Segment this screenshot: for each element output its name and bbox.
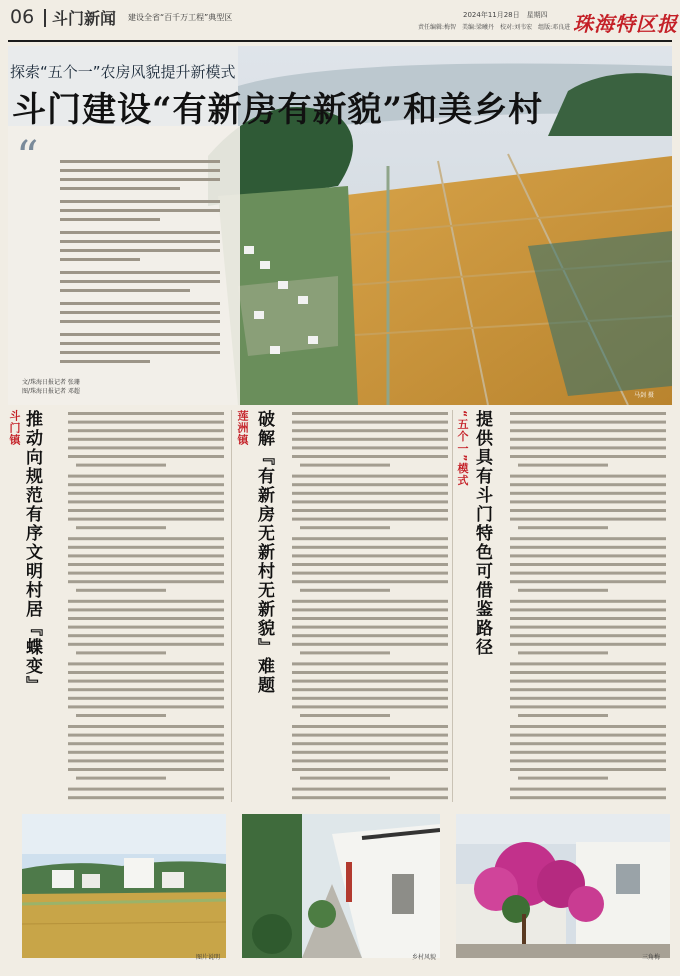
text-line	[510, 643, 666, 646]
article-2-body	[292, 410, 452, 805]
text-line	[292, 483, 448, 486]
text-line	[510, 742, 666, 745]
text-line	[68, 643, 224, 646]
text-line	[510, 563, 666, 566]
issue-date: 2024年11月28日 星期四	[463, 11, 548, 19]
text-line	[292, 751, 448, 754]
text-line	[68, 509, 224, 512]
text-line	[300, 651, 390, 654]
text-line	[510, 492, 666, 495]
text-line	[68, 537, 224, 540]
text-line	[292, 680, 448, 683]
text-line	[518, 714, 608, 717]
main-headline: 斗门建设“有新房有新貌”和美乡村	[12, 90, 544, 130]
text-line	[292, 421, 448, 424]
text-line	[510, 429, 666, 432]
editor-credits: 责任编辑:梅智 美编:梁曦丹 校对:刘韦宏 组版:邓良进	[418, 24, 571, 31]
text-line	[292, 455, 448, 458]
text-line	[292, 546, 448, 549]
text-line	[292, 697, 448, 700]
text-line	[68, 563, 224, 566]
text-line	[76, 777, 166, 780]
text-line	[518, 589, 608, 592]
text-line	[300, 589, 390, 592]
text-line	[510, 500, 666, 503]
text-line	[510, 438, 666, 441]
article-3-tag: “五个一”模式	[456, 410, 469, 487]
text-line	[292, 662, 448, 665]
text-line	[510, 455, 666, 458]
text-line	[292, 643, 448, 646]
text-line	[292, 492, 448, 495]
text-line	[68, 446, 224, 449]
masthead-bar	[0, 0, 680, 42]
text-line	[292, 742, 448, 745]
text-line	[510, 421, 666, 424]
text-line	[510, 768, 666, 771]
text-line	[510, 518, 666, 521]
text-line	[68, 751, 224, 754]
text-line	[292, 572, 448, 575]
text-line	[68, 759, 224, 762]
text-line	[518, 526, 608, 529]
text-line	[76, 589, 166, 592]
text-line	[292, 438, 448, 441]
text-line	[510, 537, 666, 540]
text-line	[510, 671, 666, 674]
text-line	[510, 697, 666, 700]
text-line	[68, 572, 224, 575]
text-line	[292, 563, 448, 566]
text-line	[68, 412, 224, 415]
text-line	[68, 580, 224, 583]
text-line	[68, 725, 224, 728]
text-line	[292, 500, 448, 503]
text-line	[510, 600, 666, 603]
text-line	[292, 759, 448, 762]
text-line	[292, 768, 448, 771]
text-line	[292, 634, 448, 637]
text-line	[68, 626, 224, 629]
newspaper-logo: 珠海特区报	[573, 12, 678, 36]
photo-2-caption: 乡村风貌	[412, 954, 437, 961]
text-line	[68, 617, 224, 620]
text-line	[76, 464, 166, 467]
photo-village-lane	[242, 814, 440, 958]
text-line	[68, 600, 224, 603]
text-line	[68, 608, 224, 611]
text-line	[292, 429, 448, 432]
text-line	[292, 608, 448, 611]
article-1-title: 推动向规范有序文明村居『蝶变』	[22, 410, 42, 695]
text-line	[68, 421, 224, 424]
column-divider	[452, 410, 453, 802]
text-line	[68, 788, 224, 791]
text-line	[510, 580, 666, 583]
text-line	[68, 546, 224, 549]
text-line	[292, 412, 448, 415]
text-line	[510, 796, 666, 799]
text-line	[68, 705, 224, 708]
text-line	[300, 464, 390, 467]
photo-village-field	[22, 814, 226, 958]
text-line	[292, 671, 448, 674]
text-line	[510, 509, 666, 512]
text-line	[510, 608, 666, 611]
byline-writer: 文/珠海日报记者 张珊	[22, 379, 80, 386]
text-line	[68, 438, 224, 441]
text-line	[68, 500, 224, 503]
text-line	[292, 626, 448, 629]
text-line	[510, 412, 666, 415]
article-3-body	[510, 410, 670, 805]
text-line	[510, 705, 666, 708]
text-line	[76, 714, 166, 717]
text-line	[510, 662, 666, 665]
article-3-title: 提供具有斗门特色可借鉴路径	[472, 410, 492, 657]
text-line	[518, 651, 608, 654]
text-line	[292, 475, 448, 478]
photo-3-caption: 三角梅	[642, 954, 661, 961]
header-divider	[44, 9, 46, 27]
photo-bougainvillea	[456, 814, 670, 958]
text-line	[510, 725, 666, 728]
text-line	[292, 554, 448, 557]
text-line	[300, 714, 390, 717]
text-line	[292, 537, 448, 540]
text-line	[68, 680, 224, 683]
text-line	[68, 634, 224, 637]
text-line	[68, 518, 224, 521]
text-line	[510, 626, 666, 629]
article-2-title: 破解『有新房无新村无新貌』难题	[254, 410, 274, 695]
photo-1-caption: 图片说明	[196, 954, 221, 961]
text-line	[510, 751, 666, 754]
text-line	[510, 572, 666, 575]
text-line	[292, 617, 448, 620]
text-line	[300, 526, 390, 529]
text-line	[510, 483, 666, 486]
text-line	[510, 546, 666, 549]
text-line	[68, 483, 224, 486]
text-line	[518, 464, 608, 467]
text-line	[510, 759, 666, 762]
header-rule	[8, 40, 672, 42]
text-line	[68, 662, 224, 665]
text-line	[292, 509, 448, 512]
text-line	[68, 688, 224, 691]
page-number: 06	[10, 6, 35, 28]
text-line	[510, 554, 666, 557]
text-line	[510, 475, 666, 478]
kicker-headline: 探索“五个一”农房风貌提升新模式	[10, 63, 236, 81]
text-line	[292, 446, 448, 449]
text-line	[292, 600, 448, 603]
text-line	[292, 518, 448, 521]
text-line	[518, 777, 608, 780]
text-line	[510, 680, 666, 683]
text-line	[292, 705, 448, 708]
intro-text-block	[60, 160, 225, 375]
text-line	[300, 777, 390, 780]
text-line	[292, 725, 448, 728]
text-line	[292, 688, 448, 691]
text-line	[68, 429, 224, 432]
text-line	[510, 634, 666, 637]
text-line	[510, 688, 666, 691]
text-line	[68, 475, 224, 478]
byline	[22, 378, 80, 396]
text-line	[76, 526, 166, 529]
text-line	[68, 492, 224, 495]
text-line	[292, 796, 448, 799]
text-line	[68, 455, 224, 458]
text-line	[292, 788, 448, 791]
text-line	[510, 617, 666, 620]
quote-mark: “	[16, 132, 39, 183]
section-subtitle: 建设全省“百千万工程”典型区	[128, 13, 233, 22]
text-line	[292, 734, 448, 737]
text-line	[68, 768, 224, 771]
byline-photo: 图/珠海日报记者 邓超	[22, 388, 80, 395]
text-line	[292, 580, 448, 583]
text-line	[510, 788, 666, 791]
hero-photo-credit: 马剑 摄	[634, 392, 654, 399]
text-line	[68, 554, 224, 557]
text-line	[510, 446, 666, 449]
text-line	[76, 651, 166, 654]
text-line	[68, 796, 224, 799]
text-line	[68, 734, 224, 737]
article-1-body	[68, 410, 228, 805]
column-divider	[231, 410, 232, 802]
text-line	[68, 671, 224, 674]
article-2-tag: 莲洲镇	[236, 410, 249, 446]
text-line	[68, 742, 224, 745]
section-name: 斗门新闻	[52, 9, 117, 28]
text-line	[68, 697, 224, 700]
article-1-tag: 斗门镇	[8, 410, 21, 446]
text-line	[510, 734, 666, 737]
